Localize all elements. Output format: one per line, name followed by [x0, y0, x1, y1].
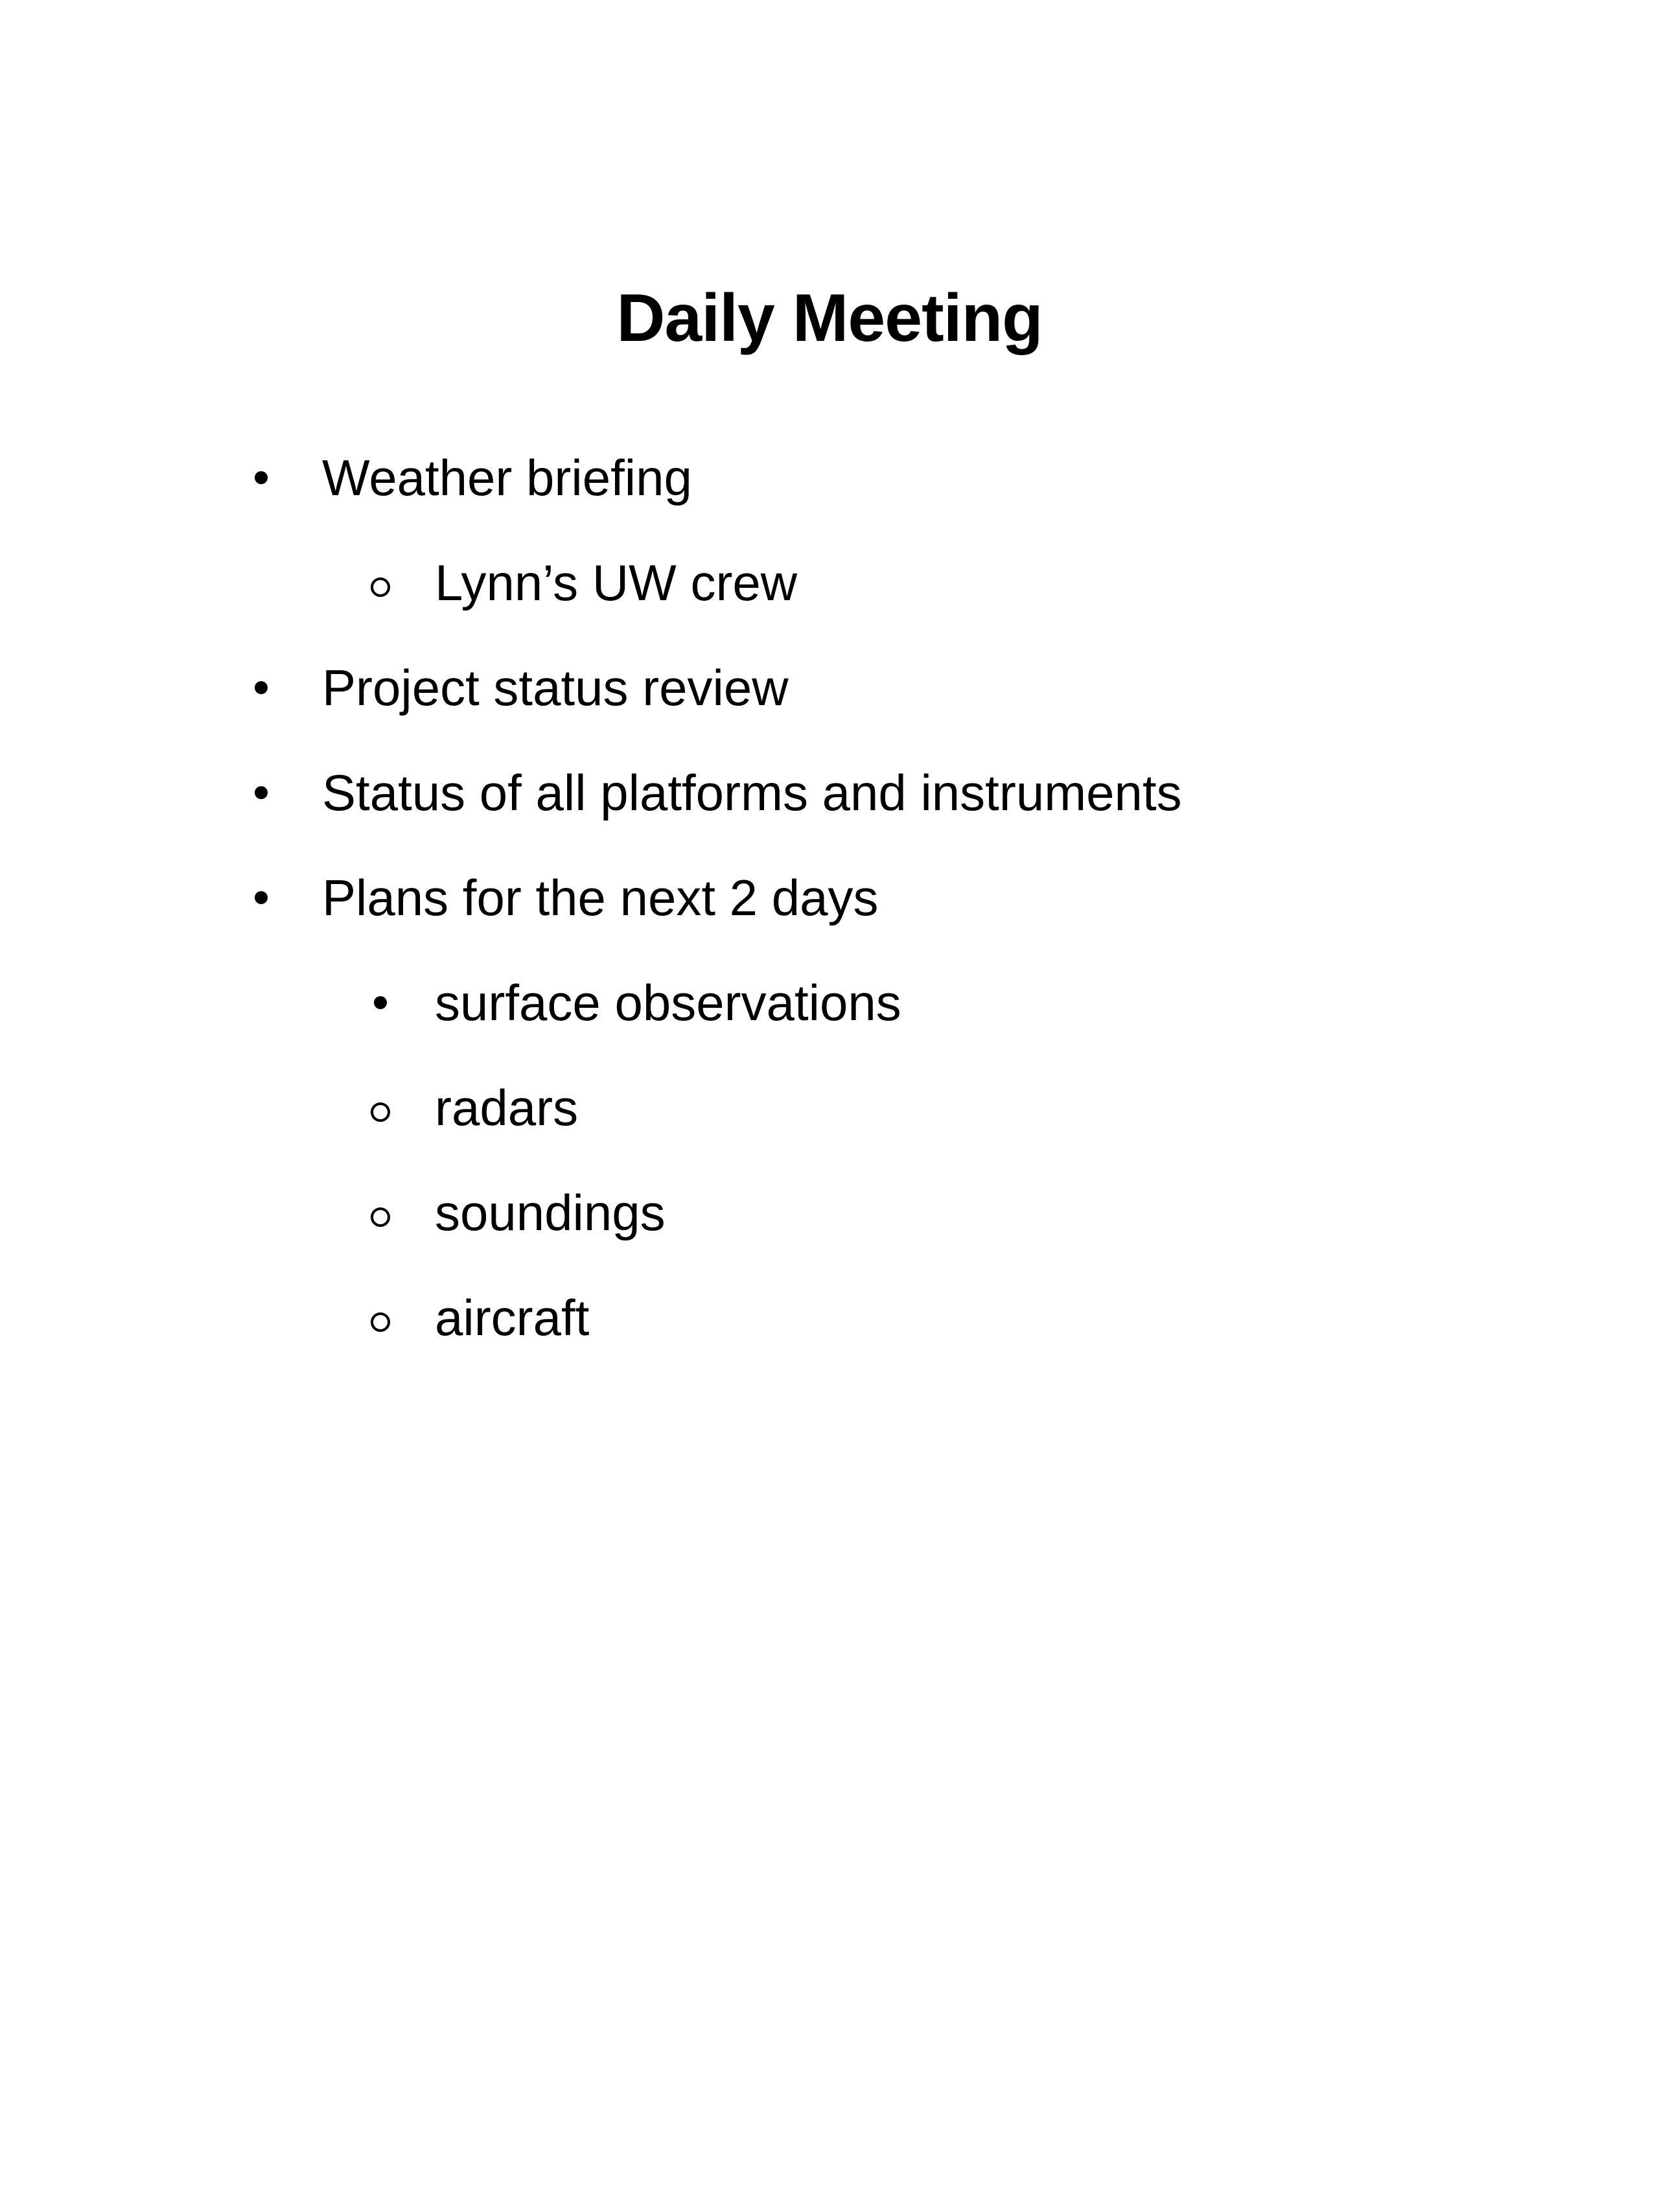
list-item-text: Lynn’s UW crew [435, 554, 798, 611]
list-item-text: soundings [435, 1184, 666, 1241]
bullet-circle-icon [361, 550, 400, 615]
list-item-text: Plans for the next 2 days [322, 869, 879, 926]
bullet-dot-icon [242, 655, 281, 720]
bullet-dot-icon [242, 760, 281, 825]
bullet-dot-icon [242, 865, 281, 930]
list-item-text: Status of all platforms and instruments [322, 764, 1182, 821]
list-item-text: surface observations [435, 974, 901, 1031]
bullet-circle-icon [361, 1285, 400, 1350]
bullet-dot-icon [242, 445, 281, 510]
list-item-text: Project status review [322, 659, 789, 716]
page-title: Daily Meeting [616, 281, 1043, 356]
list-item-text: Weather briefing [322, 449, 692, 506]
list-item-text: aircraft [435, 1289, 590, 1346]
bullet-dot-icon [361, 970, 400, 1035]
bullet-circle-icon [361, 1180, 400, 1245]
list-item-text: radars [435, 1079, 579, 1136]
bullet-circle-icon [361, 1075, 400, 1140]
